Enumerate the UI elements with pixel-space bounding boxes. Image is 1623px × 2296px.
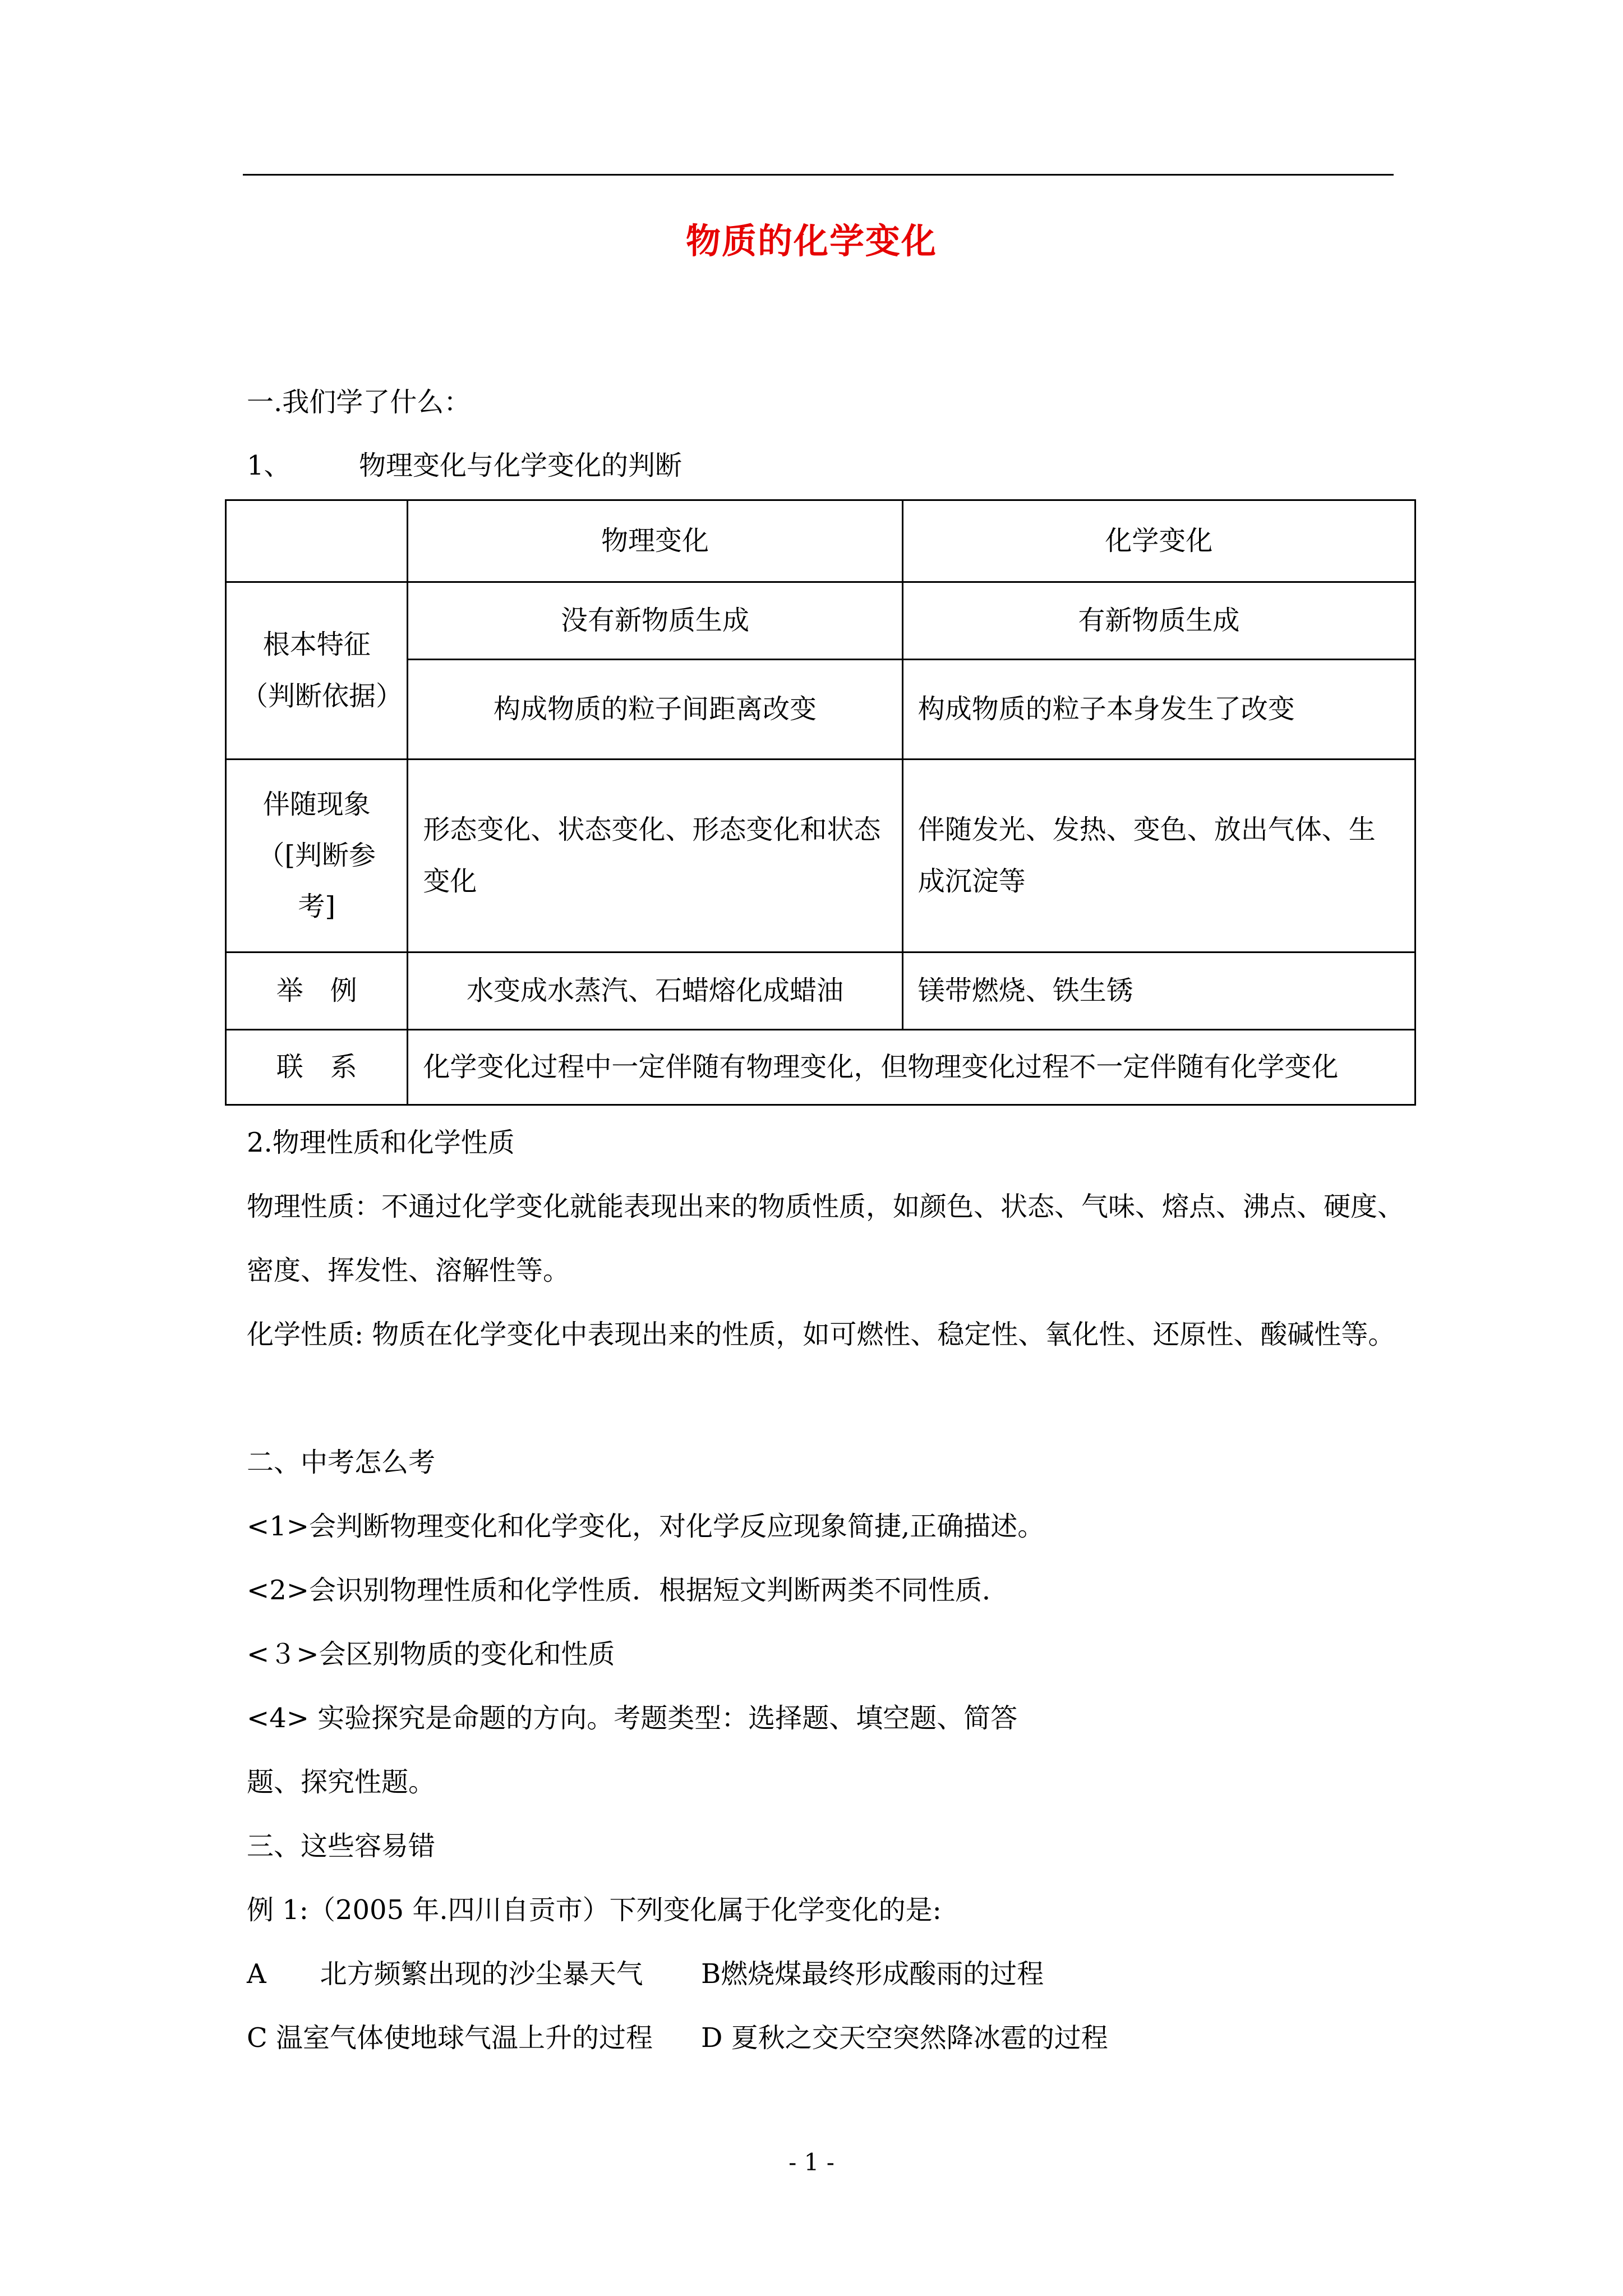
section-heading-4: 三、这些容易错 — [247, 1830, 436, 1862]
cell-basic-chemical-2: 构成物质的粒子本身发生了改变 — [902, 660, 1415, 760]
cell-phenomena-physical: 形态变化、状态变化、形态变化和状态变化 — [408, 760, 902, 953]
table-header-row — [226, 500, 1415, 582]
section-heading-2: 2.物理性质和化学性质 — [247, 1127, 515, 1158]
item-1 — [247, 434, 682, 498]
cell-example-chemical: 镁带燃烧、铁生锈 — [902, 953, 1415, 1030]
comparison-table — [225, 499, 1416, 1106]
exam-point-2: <2>会识别物理性质和化学性质．根据短文判断两类不同性质． — [247, 1575, 1009, 1606]
item-1-number: 1、 — [247, 450, 291, 481]
section-heading-3: 二、中考怎么考 — [247, 1447, 436, 1478]
cell-relation: 化学变化过程中一定伴随有物理变化，但物理变化过程不一定伴随有化学变化 — [408, 1030, 1415, 1105]
label-phenomena: 伴随现象 （[判断参 考] — [226, 760, 408, 953]
exam-point-3: <３>会区别物质的变化和性质 — [247, 1639, 615, 1670]
item-1-text: 物理变化与化学变化的判断 — [359, 450, 683, 481]
table-row — [226, 953, 1415, 1030]
table-corner-cell — [226, 500, 408, 582]
table-row — [226, 1030, 1415, 1105]
section-heading-1: 一.我们学了什么： — [247, 386, 471, 418]
label-example: 举 例 — [226, 953, 408, 1030]
option-a: A 北方频繁出现的沙尘暴天气 — [247, 1958, 643, 1990]
cell-phenomena-chemical: 伴随发光、发热、变色、放出气体、生成沉淀等 — [902, 760, 1415, 953]
option-b: B燃烧煤最终形成酸雨的过程 — [701, 1958, 1044, 1990]
table-row — [226, 760, 1415, 953]
cell-basic-physical-1: 没有新物质生成 — [408, 582, 902, 660]
chemical-property-paragraph: 化学性质: 物质在化学变化中表现出来的性质，如可燃性、稳定性、氧化性、还原性、酸碱性等。 — [247, 1319, 1395, 1350]
example-1-question: 例 1:（2005 年.四川自贡市）下列变化属于化学变化的是: — [247, 1894, 942, 1926]
label-basic-feature: 根本特征 （判断依据） — [226, 582, 408, 760]
cell-basic-physical-2: 构成物质的粒子间距离改变 — [408, 660, 902, 760]
exam-point-4-line2: 题、探究性题。 — [247, 1766, 436, 1798]
exam-point-1: <1>会判断物理变化和化学变化，对化学反应现象简捷,正确描述。 — [247, 1511, 1045, 1542]
document-title: 物质的化学变化 — [685, 220, 937, 261]
header-rule — [243, 174, 1394, 176]
cell-basic-chemical-1: 有新物质生成 — [902, 582, 1415, 660]
header-chemical-change: 化学变化 — [902, 500, 1415, 582]
label-relation: 联 系 — [226, 1030, 408, 1105]
table-row — [226, 582, 1415, 660]
option-d: D 夏秋之交天空突然降冰雹的过程 — [701, 2022, 1108, 2054]
header-physical-change: 物理变化 — [408, 500, 902, 582]
physical-property-paragraph: 物理性质：不通过化学变化就能表现出来的物质性质，如颜色、状态、气味、熔点、沸点、硬度、密度、挥发性、溶解性等。 — [247, 1191, 1405, 1286]
option-c: C 温室气体使地球气温上升的过程 — [247, 2022, 653, 2054]
cell-example-physical: 水变成水蒸汽、石蜡熔化成蜡油 — [408, 953, 902, 1030]
exam-point-4-line1: <4> 实验探究是命题的方向。考题类型：选择题、填空题、简答 — [247, 1703, 1018, 1734]
page-number: - 1 - — [789, 2148, 834, 2176]
